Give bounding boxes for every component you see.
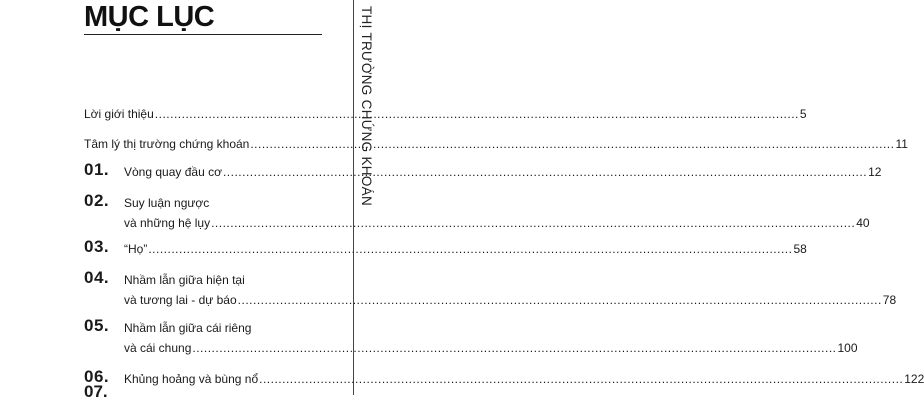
toc-entry-title: và tương lai - dự báo <box>124 293 237 307</box>
toc-page-number: 11 <box>895 137 908 151</box>
toc-entry-title: Vòng quay đầu cơ <box>124 165 222 179</box>
title-divider <box>84 34 322 35</box>
side-divider <box>353 0 354 395</box>
toc-page-number: 122 <box>904 372 924 386</box>
dot-leader <box>259 369 903 389</box>
toc-page-number: 5 <box>799 107 807 121</box>
toc-entry-title: và những hệ lụy <box>124 216 211 230</box>
dot-leader <box>250 134 894 154</box>
toc-page-number: 78 <box>882 293 897 307</box>
dot-leader <box>192 338 836 358</box>
toc-entry-title: Khủng hoảng và bùng nổ <box>124 372 259 386</box>
toc-entry-title: và cái chung <box>124 341 192 355</box>
chapter-number: 04. <box>84 268 110 287</box>
toc-entry-chapter-06[interactable] <box>84 367 924 389</box>
page-title: MỤC LỤC <box>84 1 215 33</box>
toc-page-number: 58 <box>793 242 807 256</box>
chapter-number: 03. <box>84 237 110 256</box>
toc-entry-title-line: Nhầm lẫn giữa hiện tại <box>124 273 245 287</box>
dot-leader <box>148 239 792 259</box>
chapter-number: 01. <box>84 160 110 179</box>
toc-entry-title-line: Suy luận ngược <box>124 196 210 210</box>
chapter-number: 07. <box>84 382 108 401</box>
toc-entry-chapter-03[interactable] <box>84 237 807 259</box>
toc-entry-chapter-04[interactable] <box>84 268 897 310</box>
chapter-number: 05. <box>84 316 110 335</box>
toc-entry-title-line: Nhầm lẫn giữa cái riêng <box>124 321 252 335</box>
toc-entry-chapter-02[interactable] <box>84 191 870 233</box>
dot-leader <box>155 104 799 124</box>
chapter-number: 02. <box>84 191 110 210</box>
toc-entry-title: Lời giới thiệu <box>84 107 154 121</box>
toc-entry-chapter-01[interactable] <box>84 160 882 182</box>
toc-entry-chapter-05[interactable] <box>84 316 858 358</box>
toc-entry-introduction[interactable] <box>84 104 807 124</box>
toc-page-number: 100 <box>837 341 858 355</box>
toc-entry-chapter-07-cutoff <box>84 382 112 401</box>
toc-page-number: 40 <box>856 216 870 230</box>
side-book-title: THỊ TRƯỜNG CHỨNG KHOÁN <box>359 6 374 206</box>
dot-leader <box>211 213 855 233</box>
toc-entry-title: “Họ” <box>124 242 148 256</box>
chapter-number: 06. <box>84 367 110 386</box>
toc-entry-market-psychology[interactable] <box>84 134 908 154</box>
dot-leader <box>238 290 882 310</box>
toc-entry-title: Tâm lý thị trường chứng khoán <box>84 137 250 151</box>
dot-leader <box>223 162 867 182</box>
toc-page-number: 12 <box>868 165 882 179</box>
